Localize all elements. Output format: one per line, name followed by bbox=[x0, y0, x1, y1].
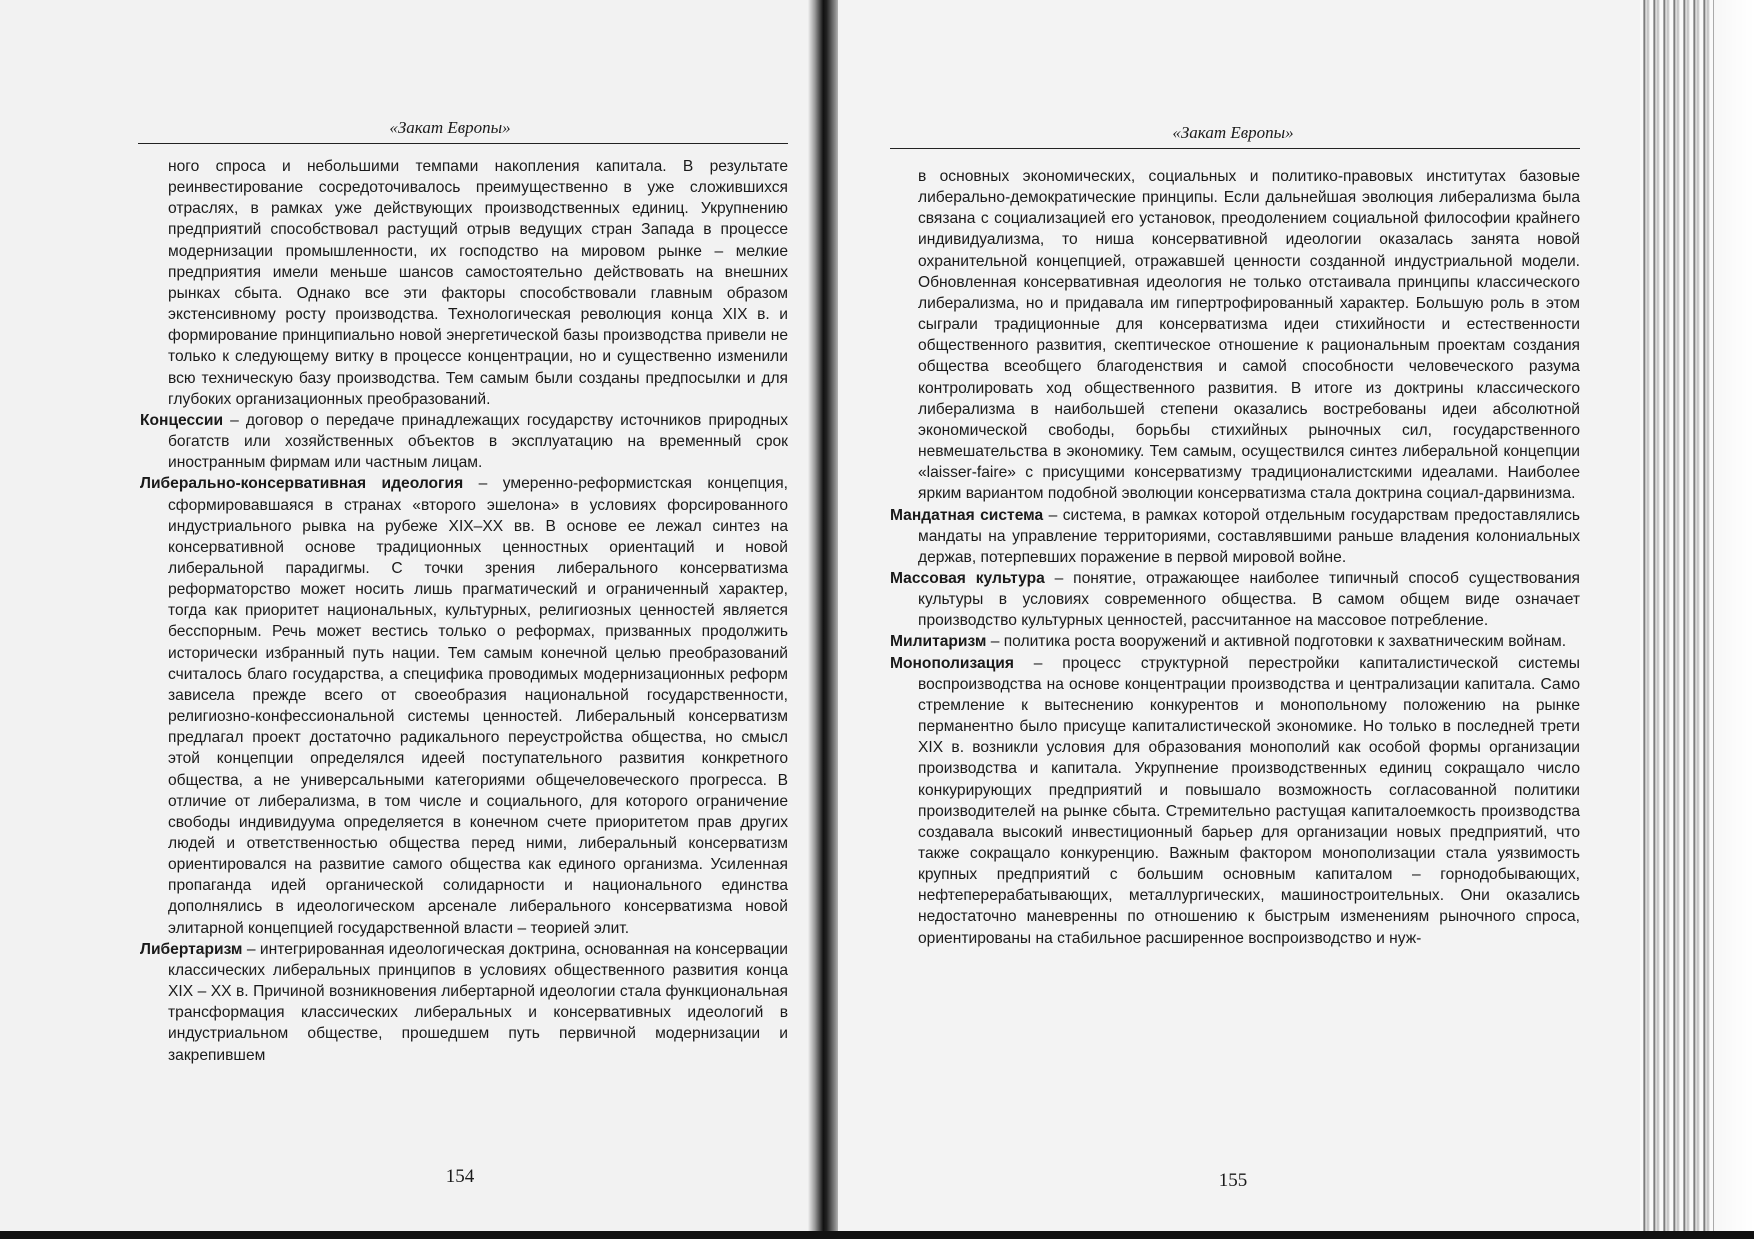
glossary-entry-mass-culture bbox=[890, 568, 1580, 631]
book-gutter bbox=[808, 0, 842, 1239]
left-page-text bbox=[140, 156, 788, 1066]
page-number-right: 155 bbox=[1218, 1170, 1248, 1191]
glossary-entry-libertarianism bbox=[140, 939, 788, 1066]
entry-definition: – понятие, отражающее наиболее типичный способ существования культуры в условиях современного общества. В самом общем виде означает производство культурных ценностей, рассчитанное на массовое потребление. bbox=[918, 569, 1580, 630]
scan-bottom-shadow bbox=[0, 1231, 1754, 1239]
page-number-left: 154 bbox=[445, 1166, 475, 1187]
entry-definition: – договор о передаче принадлежащих государству источников природных богатств или хозяйственных объектов в эксплуатацию на временный срок иностранным фирмам или частным лицам. bbox=[168, 411, 788, 472]
continuation-paragraph: в основных экономических, социальных и политико-правовых институтах базовые либерально-демократические принципы. Если дальнейшая эволюция либерализма была связана с социализацией его установок, преодолением социальной философии крайнего индивидуализма, то ниша консервативной идеологии оказалась занята новой охранительной концепцией, отражавшей ценности созданной индустриальной модели. Обновленная консервативная идеология не только отстаивала принципы классического либерализма, но и придавала им гипертрофированный характер. Большую роль в этом сыграли традиционные для консерватизма идеи стихийности и естественности общественного развития, скептическое отношение к рациональным проектам создания общества всеобщего благоденствия и самой способности человеческого разума контролировать ход общественного развития. В итоге из доктрины классического либерализма в наибольшей степени оказались востребованы идеи абсолютной экономической свободы, борьбы стихийных рыночных сил, государственного невмешательства в экономику. Тем самым, осуществился синтез либеральной концепции «laisser-faire» с присущими консерватизму традиционалистскими идеалами. Наиболее ярким вариантом подобной эволюции консерватизма стала доктрина социал-дарвинизма. bbox=[918, 168, 1580, 503]
running-head-right: «Закат Европы» bbox=[1172, 123, 1294, 142]
entry-term: Массовая культура bbox=[890, 569, 1045, 587]
glossary-entry-monopolization bbox=[890, 653, 1580, 949]
entry-term: Мандатная система bbox=[890, 506, 1044, 524]
glossary-entry-liberal-conservative-ideology bbox=[140, 473, 788, 938]
entry-term: Монополизация bbox=[890, 654, 1014, 672]
glossary-entry-mandate-system bbox=[890, 505, 1580, 568]
header-rule-left bbox=[138, 143, 788, 144]
entry-definition: – интегрированная идеологическая доктрина, основанная на консервации классических либеральных принципов в условиях общественного развития конца XIX – XX в. Причиной возникновения либертарной идеологии стала функциональная трансформация классических либеральных и консервативных идеологий в индустриальном обществе, прошедшем путь первичной модернизации и закрепившем bbox=[168, 940, 788, 1064]
glossary-entry-concessions bbox=[140, 410, 788, 473]
glossary-entry-militarism bbox=[890, 631, 1580, 652]
entry-definition: – умеренно-реформистская концепция, сформировавшаяся в странах «второго эшелона» в условиях форсированного индустриального рывка на рубеже XIX–XX вв. В основе ее лежал синтез на консервативной основе традиционных ценностных ориентаций и новой либеральной парадигмы. С точки зрения либерального консерватизма реформаторство может носить лишь прагматический и ограниченный характер, тогда как приоритет национальных, культурных, религиозных ценностей является бесспорным. Речь может вестись только о реформах, призванных продолжить исторически избранный путь нации. Тем самым конечной целью преобразований считалось благо государства, а специфика проводимых модернизационных реформ зависела прежде всего от своеобразия национальной государственности, религиозно-конфессиональной системы ценностей. Либеральный консерватизм предлагал проект достаточно радикального переустройства общества, но смысл этой концепции определялся идеей поступательного развития конкретного общества, а не универсальными категориями общечеловеческого прогресса. В отличие от либерализма, в том числе и социального, для которого ограничение свободы индивидуума определяется в конечном счете приоритетом прав других людей и ответственностью общества перед ними, либеральный консерватизм ориентировался на развитие самого общества как единого организма. Усиленная пропаганда идей органической солидарности и национального единства дополнялись в идеологическом арсенале либерального консерватизма новой элитарной концепцией государственной власти – теорией элит. bbox=[168, 475, 788, 937]
entry-definition: – процесс структурной перестройки капиталистической системы воспроизводства на основе концентрации производства и централизации капитала. Само стремление к вытеснению конкурентов и монопольному положению на рынке перманентно было присуще капиталистической экономике. Но только в последней трети XIX в. возникли условия для образования монополий как особой формы организации производства и капитала. Укрупнение производственных единиц сокращало число конкурирующих предприятий и повышало возможность согласованной политики производителей на рынке сбыта. Стремительно растущая капиталоемкость производства создавала высокий инвестиционный барьер для организации новых предприятий, что также сокращало конкуренцию. Важным фактором монополизации стала уязвимость крупных предприятий с большим основным капиталом – горнодобывающих, нефтеперерабатывающих, металлургических, машиностроительных. Они оказались недостаточно маневренны по отношению к быстрым изменениям рыночного спроса, ориентированы на стабильное расширенное воспроизводство и нуж- bbox=[918, 654, 1580, 947]
entry-definition: – политика роста вооружений и активной подготовки к захватническим войнам. bbox=[986, 633, 1567, 651]
running-head-left: «Закат Европы» bbox=[389, 118, 511, 137]
continuation-paragraph: ного спроса и небольшими темпами накопления капитала. В результате реинвестирование сосредоточивалось преимущественно в уже сложившихся отраслях, в рамках уже действующих производственных единиц. Укрупнению предприятий способствовал растущий отрыв ведущих стран Запада в процессе модернизации промышленности, их господство на мировом рынке – мелкие предприятия имели меньше шансов самостоятельно действовать на внешних рынках сбыта. Однако все эти факторы способствовали главным образом экстенсивному росту производства. Технологическая революция конца XIX в. и формирование принципиально новой энергетической базы производства привели не только к следующему витку в процессе концентрации, но и существенно изменили всю техническую базу производства. Тем самым были созданы предпосылки и для глубоких организационных преобразований. bbox=[168, 158, 788, 408]
right-page bbox=[838, 0, 1658, 1239]
entry-definition: – система, в рамках которой отдельным государствам предоставлялись мандаты на управление территориями, составлявшими раньше владения колониальных держав, потерпевших поражение в первой мировой войне. bbox=[918, 506, 1580, 566]
right-page-text bbox=[890, 166, 1580, 949]
entry-term: Милитаризм bbox=[890, 633, 987, 651]
entry-term: Либертаризм bbox=[140, 940, 243, 958]
entry-term: Концессии bbox=[140, 411, 224, 429]
left-page bbox=[0, 0, 812, 1239]
page-edges bbox=[1640, 0, 1754, 1239]
entry-term: Либерально-консервативная идеология bbox=[140, 475, 464, 493]
header-rule-right bbox=[890, 148, 1580, 149]
